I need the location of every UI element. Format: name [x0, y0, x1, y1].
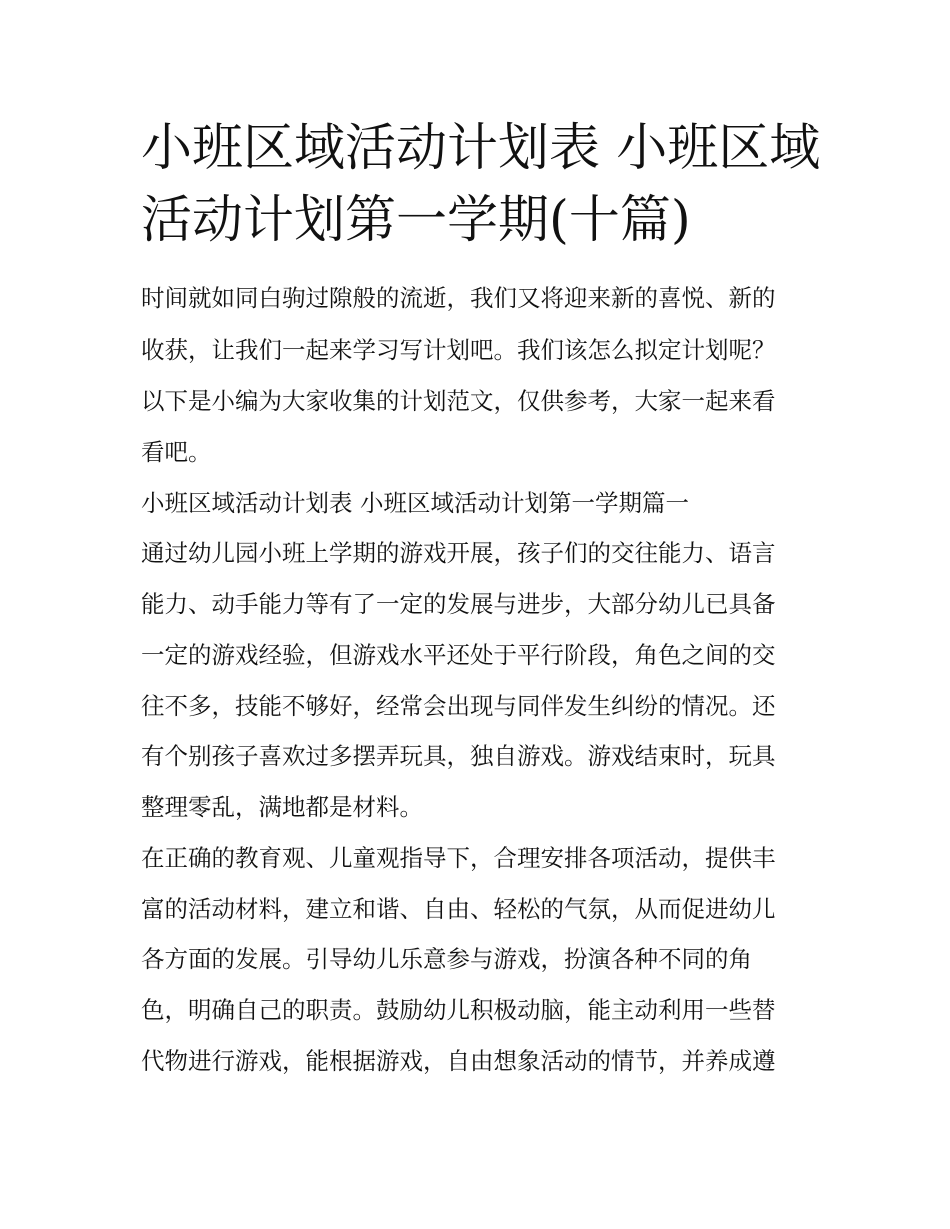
intro-line-2: 收获，让我们一起来学习写计划吧。我们该怎么拟定计划呢？: [141, 336, 776, 364]
title-line-2: 活动计划第一学期(十篇): [141, 191, 691, 250]
document-title: [141, 113, 831, 257]
title-line-1: 小班区域活动计划表 小班区域: [141, 119, 821, 178]
paragraph-2-line-4: 色，明确自己的职责。鼓励幼儿积极动脑，能主动利用一些替: [141, 996, 776, 1024]
paragraph-2-line-5: 代物进行游戏，能根据游戏，自由想象活动的情节，并养成遵: [141, 1047, 776, 1075]
paragraph-1-line-1: 通过幼儿园小班上学期的游戏开展，孩子们的交往能力、语言: [141, 539, 776, 567]
paragraph-1-line-5: 有个别孩子喜欢过多摆弄玩具，独自游戏。游戏结束时，玩具: [141, 742, 776, 770]
paragraph-2-line-1: 在正确的教育观、儿童观指导下，合理安排各项活动，提供丰: [141, 844, 776, 872]
paragraph-1-line-3: 一定的游戏经验，但游戏水平还处于平行阶段，角色之间的交: [141, 641, 776, 669]
intro-line-4: 看吧。: [141, 438, 212, 466]
paragraph-2-line-2: 富的活动材料，建立和谐、自由、轻松的气氛，从而促进幼儿: [141, 895, 776, 923]
paragraph-1-line-4: 往不多，技能不够好，经常会出现与同伴发生纠纷的情况。还: [141, 692, 776, 720]
paragraph-1-line-2: 能力、动手能力等有了一定的发展与进步，大部分幼儿已具备: [141, 590, 776, 618]
paragraph-2-line-3: 各方面的发展。引导幼儿乐意参与游戏，扮演各种不同的角: [141, 945, 752, 973]
paragraph-1-line-6: 整理零乱，满地都是材料。: [141, 793, 423, 821]
section-heading: 小班区域活动计划表 小班区域活动计划第一学期篇一: [141, 489, 689, 517]
intro-line-3: 以下是小编为大家收集的计划范文，仅供参考，大家一起来看: [141, 387, 776, 415]
intro-line-1: 时间就如同白驹过隙般的流逝，我们又将迎来新的喜悦、新的: [141, 284, 776, 312]
